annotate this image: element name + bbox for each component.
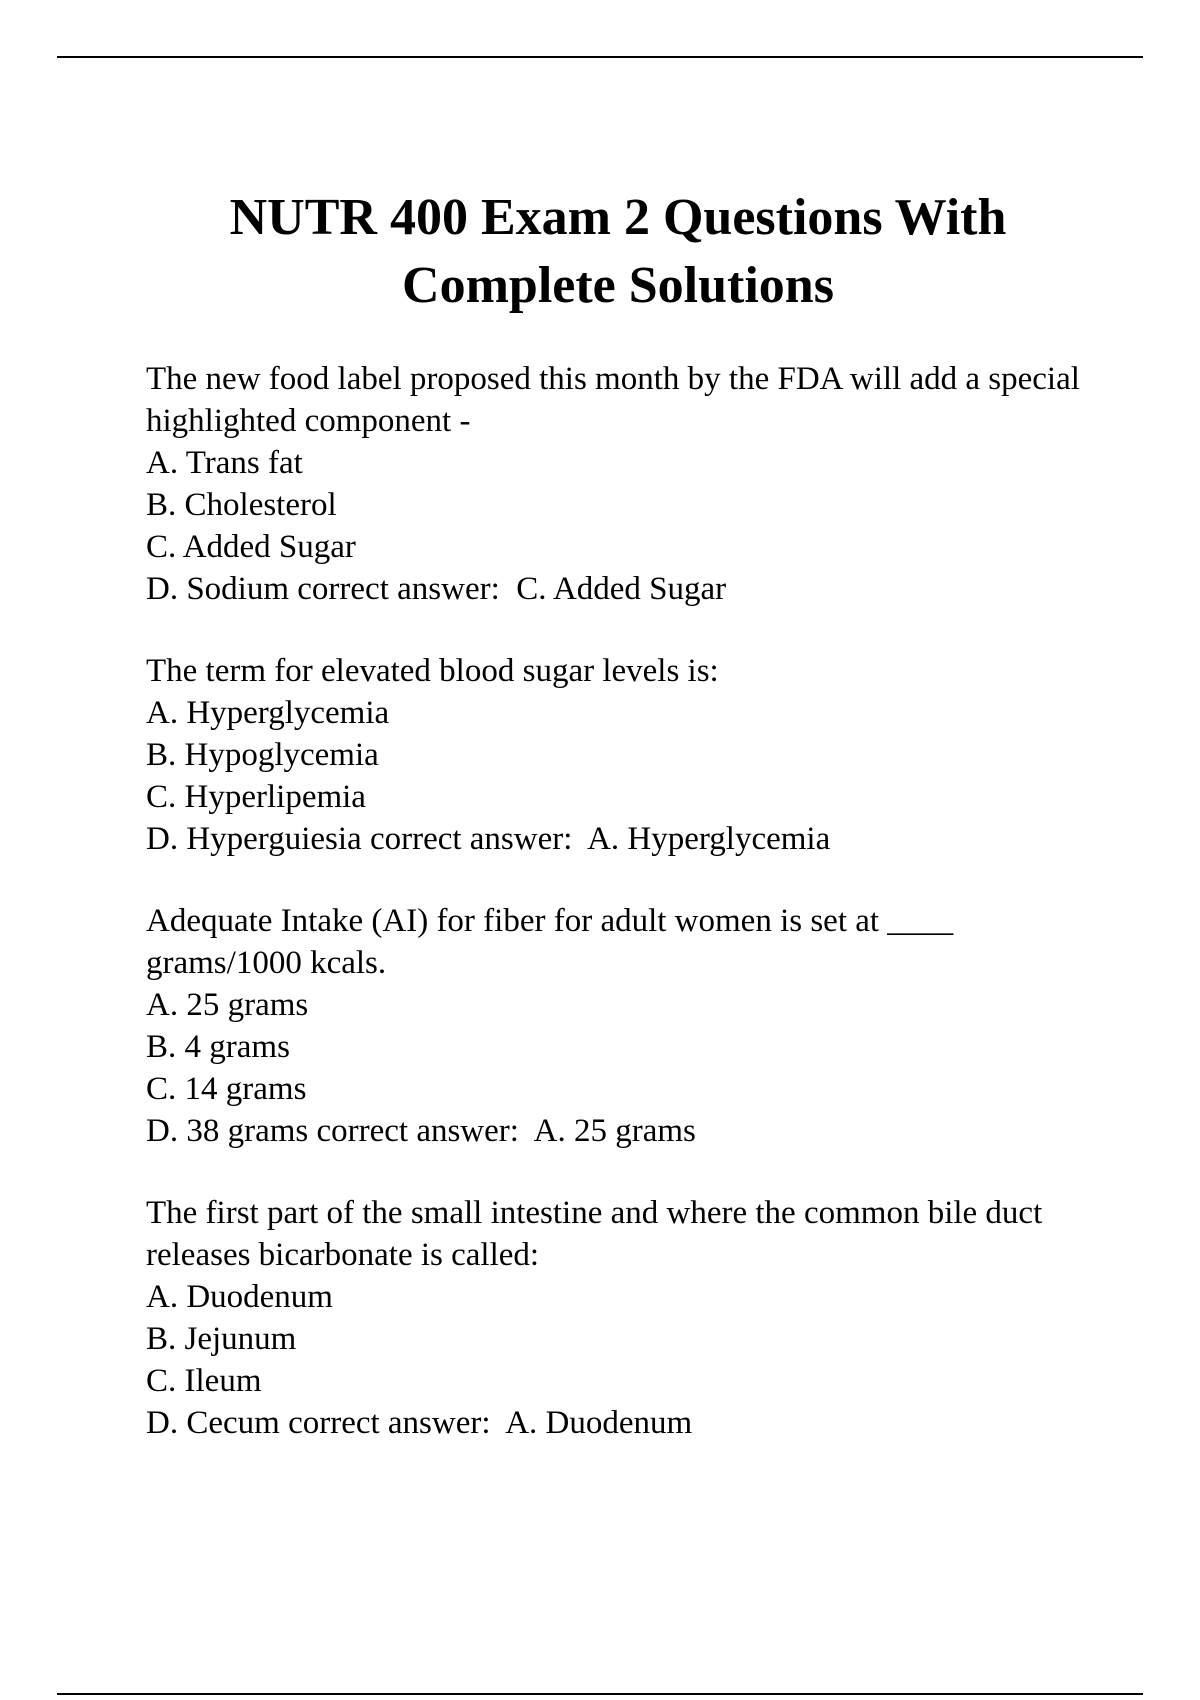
correct-answer: A. 25 grams <box>533 1113 696 1149</box>
option-d: D. Hyperguiesia <box>146 821 362 857</box>
option-a: A. Hyperglycemia <box>146 695 390 731</box>
option-a: A. Duodenum <box>146 1279 333 1315</box>
option-d-with-answer <box>146 1110 1086 1152</box>
option-b: B. Jejunum <box>146 1321 297 1357</box>
answer-label: correct answer: <box>369 821 573 857</box>
title-line-2: Complete Solutions <box>402 257 834 314</box>
option-d: D. Cecum <box>146 1405 280 1441</box>
option-a: A. 25 grams <box>146 987 309 1023</box>
question-1 <box>146 358 1086 610</box>
option-d-with-answer <box>146 568 1086 610</box>
question-stem: The term for elevated blood sugar levels is: <box>146 653 719 689</box>
title-line-1: NUTR 400 Exam 2 Questions With <box>229 189 1007 246</box>
question-stem: The first part of the small intestine and where the common bile duct releases bicarbonate is called: <box>146 1195 1043 1273</box>
answer-label: correct answer: <box>288 1405 491 1441</box>
option-d-with-answer <box>146 818 1086 860</box>
question-stem: The new food label proposed this month by the FDA will add a special highlighted component - <box>146 361 1080 439</box>
option-b: B. Cholesterol <box>146 487 337 523</box>
option-c: C. 14 grams <box>146 1071 307 1107</box>
top-rule <box>57 56 1143 58</box>
option-c: C. Ileum <box>146 1363 262 1399</box>
question-3 <box>146 900 1086 1152</box>
option-d: D. 38 grams <box>146 1113 309 1149</box>
correct-answer: A. Duodenum <box>505 1405 693 1441</box>
bottom-rule <box>57 1693 1143 1695</box>
option-c: C. Added Sugar <box>146 529 356 565</box>
option-a: A. Trans fat <box>146 445 303 481</box>
option-b: B. Hypoglycemia <box>146 737 379 773</box>
question-list <box>146 358 1086 1484</box>
correct-answer: A. Hyperglycemia <box>587 821 831 857</box>
answer-label: correct answer: <box>316 1113 519 1149</box>
question-4 <box>146 1192 1086 1444</box>
page-title <box>0 184 1200 320</box>
option-b: B. 4 grams <box>146 1029 290 1065</box>
question-stem: Adequate Intake (AI) for fiber for adult women is set at ____ grams/1000 kcals. <box>146 903 954 981</box>
question-2 <box>146 650 1086 860</box>
option-d: D. Sodium <box>146 571 290 607</box>
correct-answer: C. Added Sugar <box>516 571 727 607</box>
option-c: C. Hyperlipemia <box>146 779 366 815</box>
answer-label: correct answer: <box>297 571 500 607</box>
option-d-with-answer <box>146 1402 1086 1444</box>
